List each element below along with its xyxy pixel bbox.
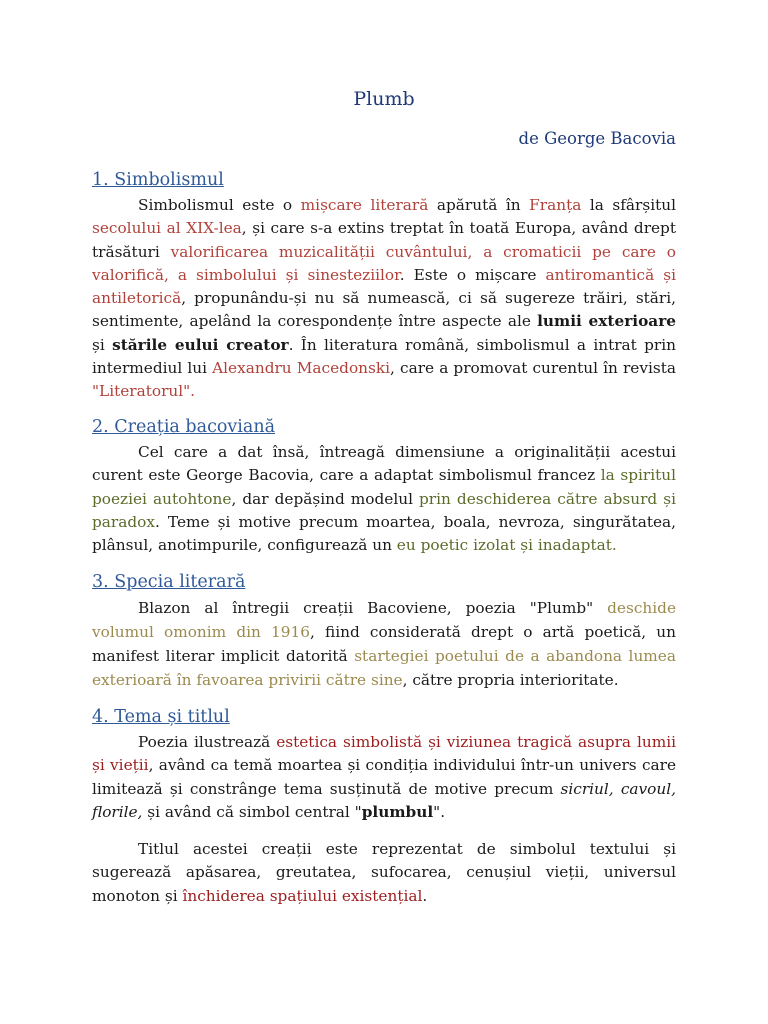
text-run: ". <box>433 802 446 821</box>
text-run: , către propria interioritate. <box>402 671 619 689</box>
bold-run: stările eului creator <box>112 335 289 354</box>
section-paragraph <box>92 731 676 824</box>
section-heading: 2. Creația bacoviană <box>92 417 276 437</box>
highlight-run: eu poetic izolat și inadaptat. <box>396 536 617 555</box>
highlight-run: estetica simbolistă și viziunea tragică asupra lumii și vieții <box>92 733 676 775</box>
highlight-run: mișcare literară <box>300 196 429 214</box>
document-title: Plumb <box>353 88 415 110</box>
text-run: Titlul acestei creații este reprezentat de simbolul textului și sugerează apăsarea, greutatea, sufocarea, cenușiul vieții, universul monoton și <box>92 840 676 905</box>
text-run: . Este o mișcare <box>399 265 546 284</box>
text-run: și <box>92 335 113 354</box>
text-run: , având ca temă moartea și condiția individului într-un univers care limitează și constrânge tema susținută de motive precum <box>92 756 677 798</box>
section-simbolismul <box>92 169 676 404</box>
section-paragraph <box>92 441 676 557</box>
highlight-run: valorificarea muzicalității cuvântului <box>170 242 468 261</box>
text-run: . În literatura română, simbolismul a intrat prin intermediul lui <box>92 335 676 378</box>
highlight-run: startegiei poetului de a abandona lumea exterioară în favoarea privirii către sine <box>92 647 676 689</box>
text-run: apărută în <box>428 196 530 214</box>
text-run: , fiind considerată drept o artă poetică, un manifest literar implicit datorită <box>92 623 677 665</box>
highlight-run: la spiritul poeziei autohtone <box>92 466 676 508</box>
text-run: , care a promovat curentul în revista <box>390 359 676 378</box>
bold-run: plumbul <box>361 802 434 821</box>
section-paragraph <box>92 194 676 404</box>
section-tema-si-titlul <box>92 706 676 908</box>
text-run: Cel care a dat însă, întreagă dimensiune a originalității acestui curent este George Bacovia, care a adaptat simbolismul francez <box>92 443 676 485</box>
text-run: . Teme și motive precum moartea, boala, nevroza, singurătatea, plânsul, anotimpurile, configurează un <box>92 512 676 555</box>
section-paragraph <box>92 838 676 908</box>
highlight-run: antiromantică și antiletorică <box>92 265 676 308</box>
section-paragraph <box>92 596 676 692</box>
text-run: , dar depășind modelul <box>231 489 420 508</box>
text-run: la sfârșitul <box>581 196 676 214</box>
highlight-run: a cromaticii pe care o valorifică, a simbolului și sinesteziilor <box>92 242 676 284</box>
highlight-run: Alexandru Macedonski <box>212 359 391 378</box>
italic-run: sicriul, cavoul, florile, <box>92 779 676 821</box>
highlight-run: închiderea spațiului existențial <box>182 886 423 905</box>
section-specia-literara <box>92 571 676 692</box>
text-run: Simbolismul este o <box>138 196 301 214</box>
text-run: și având că simbol central " <box>142 802 362 821</box>
section-heading: 4. Tema și titlul <box>92 707 230 727</box>
text-run: , propunându-și nu să numească, ci să sugereze trăiri, stări, sentimente, apelând la corespondențe între aspecte ale <box>92 289 676 331</box>
text-run: Poezia ilustrează <box>138 733 277 751</box>
text-run: Blazon al întregii creații Bacoviene, poezia "Plumb" <box>138 599 608 617</box>
highlight-run: prin deschiderea către absurd și paradox <box>92 489 676 531</box>
text-run: , și care s-a extins treptat în toată Europa, având drept trăsături <box>92 219 677 261</box>
section-creatia-bacoviana <box>92 416 676 557</box>
highlight-run: "Literatorul". <box>92 382 196 401</box>
section-heading: 3. Specia literară <box>92 572 246 592</box>
highlight-run: Franța <box>529 196 582 214</box>
text-run: , <box>467 242 484 261</box>
text-run: . <box>422 886 428 905</box>
highlight-run: deschide volumul omonim din 1916 <box>92 599 676 641</box>
highlight-run: secolului al XIX-lea <box>92 219 242 238</box>
bold-run: lumii exterioare <box>537 312 676 331</box>
section-heading: 1. Simbolismul <box>92 170 224 190</box>
document-author: de George Bacovia <box>518 129 676 148</box>
